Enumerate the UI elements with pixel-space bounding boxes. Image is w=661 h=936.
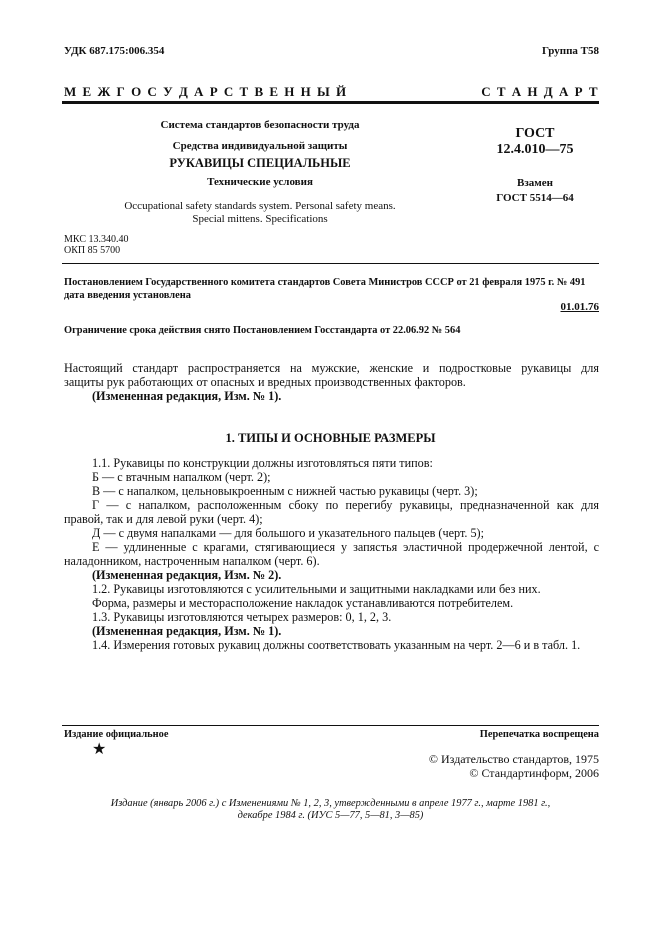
means-title: Средства индивидуальной защиты: [172, 140, 348, 152]
effective-date: 01.01.76: [560, 301, 599, 313]
decree-date-label: дата введения установлена: [64, 290, 191, 301]
para-1-4: 1.4. Измерения готовых рукавиц должны соответствовать указанным на черт. 2—6 и в табл. 1.: [92, 638, 581, 652]
decree-text: Постановлением Государственного комитета стандартов Совета Министров СССР от 21 февраля 1975 г. № 491: [64, 277, 586, 288]
intro-line-2: защиты рук работающих от опасных и вредных производственных факторов.: [64, 375, 466, 389]
mks-code: МКС 13.340.40: [64, 234, 129, 245]
star-icon: ★: [92, 741, 107, 758]
replaces-label: Взамен: [517, 177, 553, 189]
reprint-prohibited: Перепечатка воспрещена: [479, 729, 599, 740]
udk-code: УДК 687.175:006.354: [64, 45, 165, 57]
section-heading: 1. ТИПЫ И ОСНОВНЫЕ РАЗМЕРЫ: [225, 431, 436, 445]
type-g-line-2: правой, так и для левой руки (черт. 4);: [64, 512, 263, 526]
official-edition: Издание официальное: [64, 729, 169, 740]
banner-interstate: М Е Ж Г О С У Д А Р С Т В Е Н Н Ы Й: [64, 84, 348, 99]
banner-standard: С Т А Н Д А Р Т: [481, 84, 599, 99]
english-title-1: Occupational safety standards system. Personal safety means.: [124, 200, 396, 212]
copyright-2006: © Стандартинформ, 2006: [469, 766, 599, 780]
para-1-3: 1.3. Рукавицы изготовляются четырех размеров: 0, 1, 2, 3.: [92, 610, 392, 624]
english-title-2: Special mittens. Specifications: [192, 213, 328, 225]
okp-code: ОКП 85 5700: [64, 245, 121, 256]
replaces-number: ГОСТ 5514—64: [496, 192, 574, 204]
edition-note-1: Издание (январь 2006 г.) с Изменениями № 1, 2, 3, утвержденными в апреле 1977 г., марте 1981 г.,: [110, 798, 551, 809]
para-1-2-cont: Форма, размеры и месторасположение накладок устанавливаются потребителем.: [92, 596, 514, 610]
gost-number: 12.4.010—75: [496, 142, 574, 157]
limit-removed-text: Ограничение срока действия снято Постановлением Госстандарта от 22.06.92 № 564: [64, 325, 461, 336]
group-code: Группа Т58: [541, 45, 599, 57]
intro-line-1: Настоящий стандарт распространяется на мужские, женские и подростковые рукавицы для: [64, 361, 599, 375]
standard-name: РУКАВИЦЫ СПЕЦИАЛЬНЫЕ: [169, 156, 351, 170]
edition-note-2: декабре 1984 г. (ИУС 5—77, 5—81, 3—85): [237, 810, 424, 821]
copyright-1975: © Издательство стандартов, 1975: [428, 752, 599, 766]
para-1-1: 1.1. Рукавицы по конструкции должны изготовляться пяти типов:: [92, 456, 433, 470]
type-e-line-2: наладонником, настроченным напалком (черт. 6).: [64, 554, 320, 568]
type-b: Б — с втачным напалком (черт. 2);: [92, 470, 271, 484]
amendment-2: (Измененная редакция, Изм. № 2).: [92, 568, 282, 582]
type-g-line-1: Г — с напалком, расположенным сбоку по перегибу рукавицы, предназначенной как для: [92, 498, 599, 512]
para-1-2: 1.2. Рукавицы изготовляются с усилительными и защитными накладками или без них.: [92, 582, 541, 596]
conditions-title: Технические условия: [207, 176, 313, 188]
footer-rule: [62, 725, 599, 726]
type-e-line-1: Е — удлиненные с крагами, стягивающиеся у запястья эластичной продержечной лентой, с: [92, 540, 599, 554]
divider-rule: [62, 263, 599, 264]
banner-rule: [62, 101, 599, 104]
amendment-1: (Измененная редакция, Изм. № 1).: [92, 624, 282, 638]
type-d: Д — с двумя напалками — для большого и указательного пальцев (черт. 5);: [92, 526, 484, 540]
system-title: Система стандартов безопасности труда: [160, 119, 360, 131]
type-v: В — с напалком, цельновыкроенным с нижней частью рукавицы (черт. 3);: [92, 484, 478, 498]
intro-amendment: (Измененная редакция, Изм. № 1).: [92, 389, 282, 403]
gost-label: ГОСТ: [515, 126, 555, 141]
